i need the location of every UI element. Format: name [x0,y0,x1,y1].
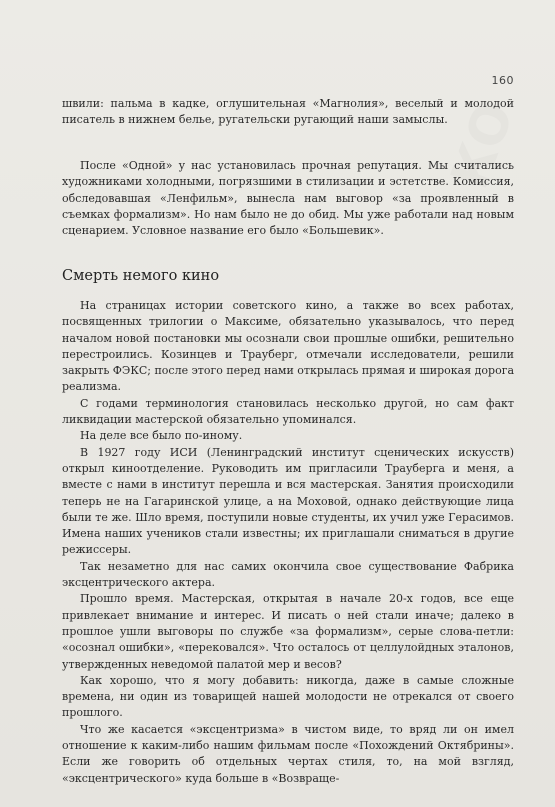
section-body [62,298,514,787]
paragraph: Так незаметно для нас самих окончила свое существование Фабрика эксцентрического актера. [62,559,514,590]
paragraph: Что же касается «эксцентризма» в чистом виде, то вряд ли он имел отношение к каким-либо нашим фильмам после «Похождений Октябрины». Если же говорить об отдельных чертах стиля, то, на мой взгляд, «эксцентрического» куда больше в «Возвраще- [62,722,514,785]
paragraph: швили: пальма в кадке, оглушительная «Магнолия», веселый и молодой писатель в нижнем белье, ругательски ругающий наши замыслы. [62,97,514,127]
paragraph: Как хорошо, что я могу добавить: никогда, даже в самые сложные времена, ни один из товарищей нашей молодости не отрекался от своего прошлого. [62,673,514,720]
page-number: 160 [491,74,514,87]
watermark: КО [440,94,527,197]
paragraph: В 1927 году ИСИ (Ленинградский институт сценических искусств) открыл киноотделение. Руководить им пригласили Трауберга и меня, а вместе с нами в институт перешла и вся мастерская. Занятия происходили теперь не на Гагаринской улице, а на Моховой, однако действующие лица были те же. Шло время, поступили новые студенты, их учил уже Герасимов. Имена наших учеников стали известны; их приглашали сниматься в другие режиссеры. [62,445,514,557]
paragraph-block [62,158,514,239]
section-heading: Смерть немого кино [62,268,220,284]
paragraph: После «Одной» у нас установилась прочная репутация. Мы считались художниками холодными, погрязшими в стилизации и эстетстве. Комиссия, обследовавшая «Ленфильм», вынесла нам выговор «за проявленный в съемках формализм». Но нам было не до обид. Мы уже работали над новым сценарием. Условное название его было «Большевик». [62,159,514,238]
paragraph: Прошло время. Мастерская, открытая в начале 20-х годов, все еще привлекает внимание и интерес. И писать о ней стали иначе; далеко в прошлое ушли выговоры по службе «за формализм», серые слова-петли: «осознал ошибки», «перековался». Что осталось от целлулойдных эталонов, утвержденных неведомой палатой мер и весов? [62,592,514,671]
paragraph: С годами терминология становилась несколько другой, но сам факт ликвидации мастерской обязательно упоминался. [62,396,514,427]
paragraph: На страницах истории советского кино, а также во всех работах, посвященных трилогии о Максиме, обязательно указывалось, что перед началом новой постановки мы осознали свои прошлые ошибки, решительно перестроились. Козинцев и Трауберг, отмечали исследователи, решили закрыть ФЭКС; после этого перед нами открылась прямая и широкая дорога реализма. [62,299,515,394]
paragraph: На деле все было по-иному. [80,429,243,443]
paragraph-block-continuation [62,96,514,129]
